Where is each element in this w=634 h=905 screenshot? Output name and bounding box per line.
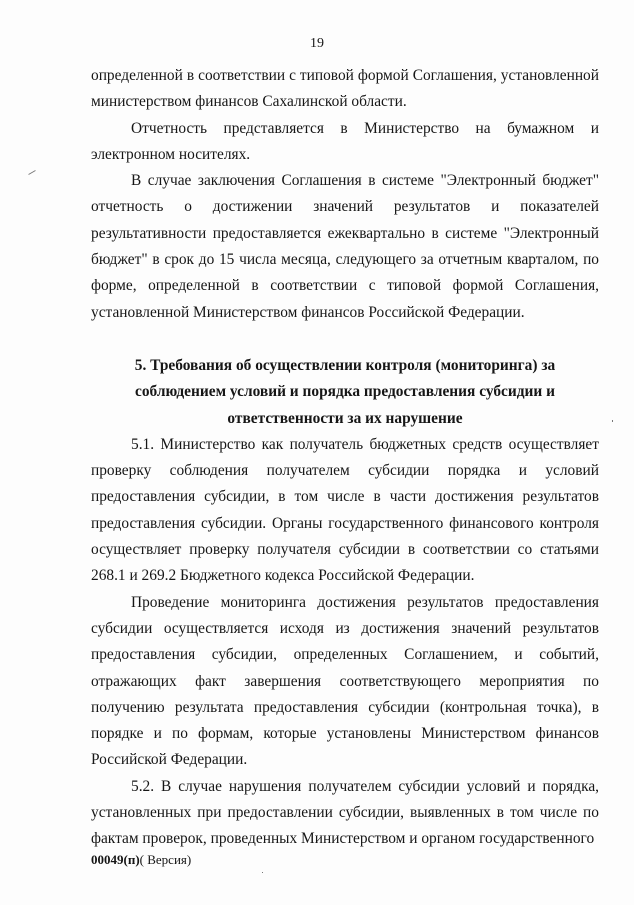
section-heading: 5. Требования об осуществлении контроля (мониторинга) за соблюдением условий и порядка предоставления субсидии и ответственности за их нарушение [134, 356, 556, 427]
scan-speck [28, 170, 35, 175]
paragraph-electronic-budget: В случае заключения Соглашения в системе "Электронный бюджет" отчетность о достижении значений результатов и показателей результативности предоставляется ежеквартально в системе "Электронный бюджет" в срок до 15 числа месяца, следующего за отчетным кварталом, по форме, определенной в соответствии с типовой формой Соглашения, установленной Министерством финансов Российской Федерации. [91, 172, 599, 321]
document-body [91, 63, 599, 853]
scan-speck [262, 872, 263, 873]
document-version: ( Версия) [139, 852, 192, 867]
paragraph-5-1: 5.1. Министерство как получатель бюджетных средств осуществляет проверку соблюдения получателем субсидии порядка и условий предоставления субсидии, в том числе в части достижения результатов предоставления субсидии. Органы государственного финансового контроля осуществляет проверку получателя субсидии в соответствии со статьями 268.1 и 269.2 Бюджетного кодекса Российской Федерации. [91, 435, 599, 585]
paragraph-monitoring: Проведение мониторинга достижения результатов предоставления субсидии осуществляется исходя из достижения значений результатов предоставления субсидии, определенных Соглашением, и событий, отражающих факт завершения соответствующего мероприятия по получению результата предоставления субсидии (контрольная точка), в порядке и по формам, которые установлены Министерством финансов Российской Федерации. [91, 593, 599, 769]
page-number: 19 [310, 36, 324, 51]
paragraph-continuation: определенной в соответствии с типовой формой Соглашения, установленной министерством финансов Сахалинской области. [91, 67, 599, 111]
scan-speck [612, 420, 613, 422]
document-code-number: 00049(п) [91, 852, 140, 867]
paragraph-reporting: Отчетность представляется в Министерство на бумажном и электронном носителях. [91, 119, 599, 163]
document-code [91, 852, 191, 868]
paragraph-5-2: 5.2. В случае нарушения получателем субсидии условий и порядка, установленных при предоставлении субсидии, выявленных в том числе по фактам проверок, проведенных Министерством и органом государственного [91, 777, 599, 848]
